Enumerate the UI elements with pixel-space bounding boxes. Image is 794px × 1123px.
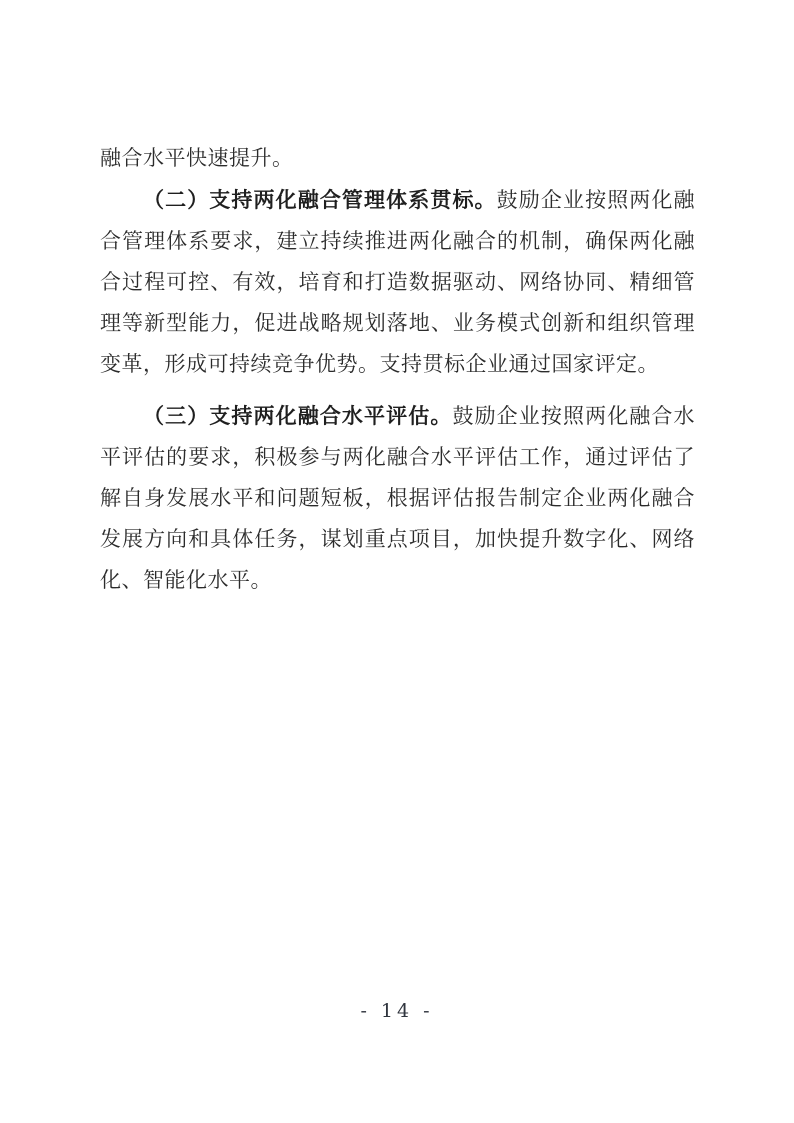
section-paragraph-3 <box>100 395 695 601</box>
page-number: - 14 - <box>360 1000 434 1022</box>
page-body-text <box>100 138 695 601</box>
page-footer <box>0 1000 794 1022</box>
section-paragraph-2 <box>100 179 695 385</box>
section-2-body: 鼓励企业按照两化融合管理体系要求，建立持续推进两化融合的机制，确保两化融合过程可控、有效，培育和打造数据驱动、网络协同、精细管理等新型能力，促进战略规划落地、业务模式创新和组织管理变革，形成可持续竞争优势。支持贯标企业通过国家评定。 <box>100 188 696 376</box>
continuation-text: 融合水平快速提升。 <box>100 146 294 170</box>
section-2-heading: （二）支持两化融合管理体系贯标。 <box>143 187 497 212</box>
section-3-body: 鼓励企业按照两化融合水平评估的要求，积极参与两化融合水平评估工作，通过评估了解自身发展水平和问题短板，根据评估报告制定企业两化融合发展方向和具体任务，谋划重点项目，加快提升数字化、网络化、智能化水平。 <box>100 404 696 592</box>
section-3-heading: （三）支持两化融合水平评估。 <box>143 403 453 428</box>
paragraph-continuation <box>100 138 695 179</box>
